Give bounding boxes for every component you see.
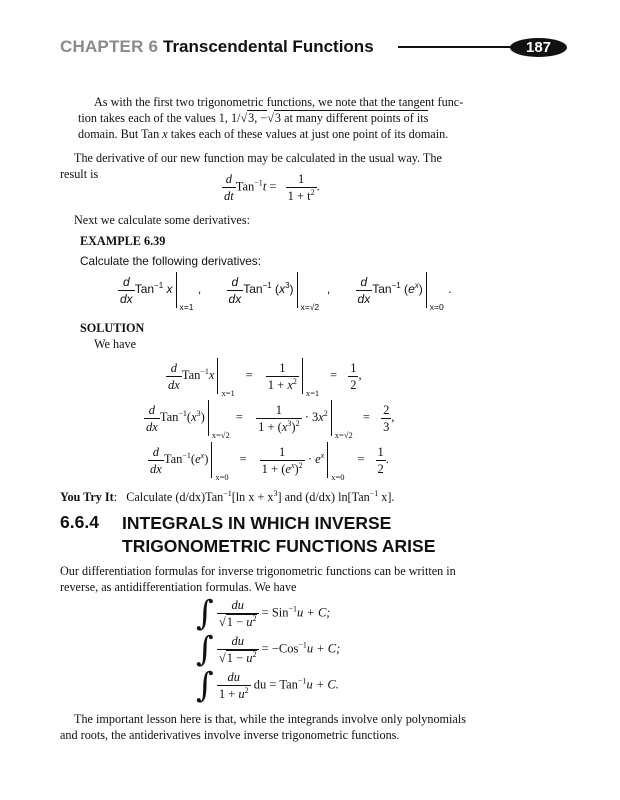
integral-2: ∫ $\frac{du}{√1 - u^2}$ = −Cos$^{-1}$u + C;: [196, 629, 341, 670]
para5-line1: The important lesson here is that, while the integrands involve only polynomials: [74, 712, 466, 726]
integral-1: ∫ $\frac{du}{√1 - u^2}$ = Sin$^{-1}$u + C;: [196, 593, 331, 634]
para4-line1: Our differentiation formulas for inverse trigonometric functions can be written in: [60, 564, 456, 578]
para4-line2: reverse, as antidifferentiation formulas. We have: [60, 580, 297, 594]
para1-line3: domain. But Tan x takes each of these values at just one point of its domain.: [78, 127, 449, 141]
chapter-title: Transcendental Functions: [163, 37, 374, 56]
solution-intro: We have: [94, 337, 136, 351]
derivative-formula: $\frac{d}{dt}$ Tan$^{-1}$t = $\frac{1}{1 + t^2}$ .: [224, 172, 320, 203]
example-prompt: Calculate the following derivatives:: [80, 254, 261, 268]
para1-line2: tion takes each of the values 1, 1/√3, −√3 at many different points of its: [78, 111, 429, 125]
para2-line1: The derivative of our new function may be calculated in the usual way. The: [74, 151, 442, 165]
example-derivatives: $\frac{d}{dx}$ Tan$^{-1}$ x x=1 , $\frac{d}{dx}$ Tan$^{-1}$ $(x^3)$ x=√2 , $\frac{d}{dx}$ Tan$^{-1}$ $(e^x)$ x=0 .: [118, 272, 451, 308]
section-number: 6.6.4: [60, 512, 99, 532]
you-try-it: You Try It: Calculate (d/dx)Tan$^{-1}$[ln $x + x^3$] and (d/dx) ln[Tan$^{-1}$ x].: [60, 489, 395, 504]
solution-row-1: $\frac{d}{dx}$ Tan$^{-1}$x x=1 = $\frac{1}{1 + x^2}$ x=1 = $\frac{1}{2}$ ,: [166, 358, 362, 394]
para2-line2: result is: [60, 167, 99, 181]
page-number: 187: [510, 38, 567, 57]
para5-line2: and roots, the antiderivatives involve inverse trigonometric functions.: [60, 728, 400, 742]
chapter-label: CHAPTER 6: [60, 37, 159, 56]
section-title: INTEGRALS IN WHICH INVERSE TRIGONOMETRIC FUNCTIONS ARISE: [122, 513, 436, 556]
para1-line1: As with the first two trigonometric functions, we note that the tangent func-: [94, 95, 464, 109]
example-label: EXAMPLE 6.39: [80, 234, 166, 248]
solution-row-2: $\frac{d}{dx}$ $Tan^{-1}(x^3)$ x=√2 = $\frac{1}{1 + (x^3)^2}$ · $3x^2$ x=√2 = $\frac{2}{3}$ ,: [144, 400, 394, 436]
solution-row-3: $\frac{d}{dx}$ $Tan^{-1}(e^x)$ x=0 = $\frac{1}{1 + (e^x)^2}$ · $e^x$ x=0 = $\frac{1}{2}$ .: [148, 442, 389, 478]
header-rule: [398, 46, 528, 48]
integral-3: ∫ $\frac{du}{1 + u^2}$ du = Tan$^{-1}$u + C.: [196, 665, 339, 706]
solution-label: SOLUTION: [80, 321, 145, 335]
para3: Next we calculate some derivatives:: [74, 213, 250, 227]
